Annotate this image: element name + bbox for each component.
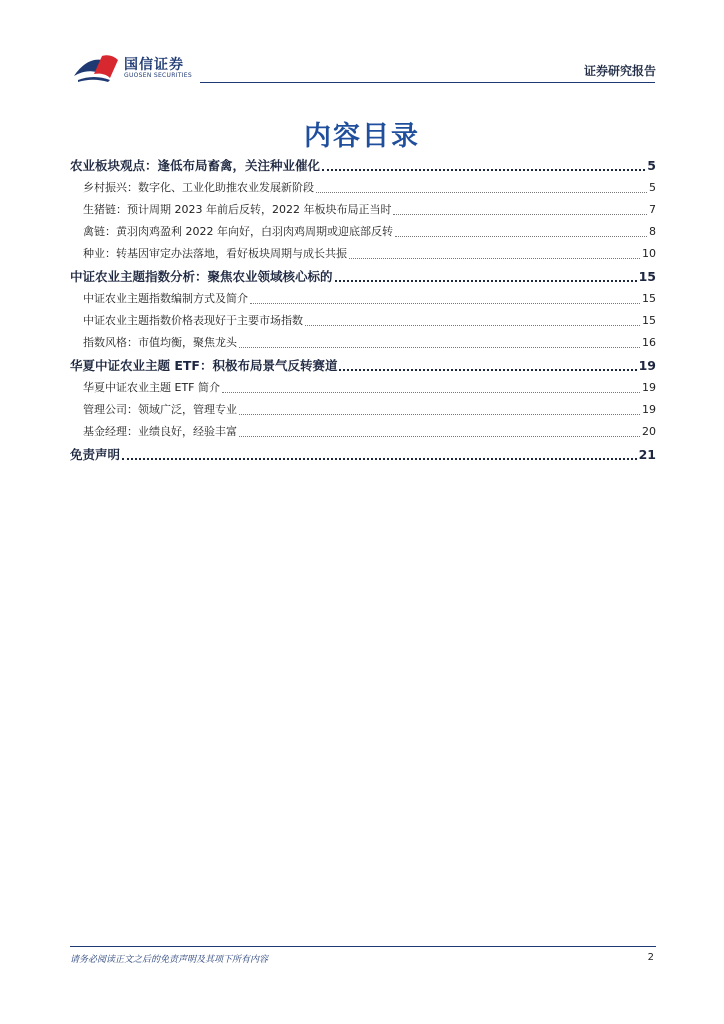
toc-entry-page: 19 — [642, 381, 656, 394]
toc-dot-leader — [239, 414, 640, 415]
toc-section-entry[interactable] — [70, 154, 656, 177]
toc-subsection-entry[interactable] — [70, 421, 656, 443]
logo-chinese-name: 国信证券 — [124, 57, 184, 73]
toc-dot-leader — [395, 236, 647, 237]
toc-entry-page: 5 — [649, 181, 656, 194]
report-type-label: 证券研究报告 — [583, 64, 656, 78]
toc-entry-label: 中证农业主题指数编制方式及简介 — [83, 292, 248, 305]
toc-entry-label: 农业板块观点：逢低布局畜禽，关注种业催化 — [70, 158, 321, 173]
toc-dot-leader — [239, 347, 640, 348]
toc-title: 内容目录 — [304, 121, 420, 152]
toc-entry-label: 中证农业主题指数价格表现好于主要市场指数 — [83, 314, 303, 327]
logo-english-name: GUOSEN SECURITIES — [124, 72, 193, 79]
toc-entry-page: 20 — [642, 425, 656, 438]
toc-dot-leader — [250, 303, 640, 304]
toc-section-entry[interactable] — [70, 443, 656, 466]
toc-entry-page: 15 — [642, 292, 656, 305]
table-of-contents — [70, 154, 656, 466]
toc-dot-leader — [222, 392, 640, 393]
toc-entry-label: 免责声明 — [70, 447, 121, 462]
toc-entry-page: 8 — [649, 225, 656, 238]
toc-entry-page: 19 — [638, 358, 656, 373]
toc-entry-page: 21 — [638, 447, 656, 462]
toc-subsection-entry[interactable] — [70, 288, 656, 310]
toc-entry-page: 5 — [647, 158, 656, 173]
toc-subsection-entry[interactable] — [70, 399, 656, 421]
toc-subsection-entry[interactable] — [70, 221, 656, 243]
disclaimer-note: 请务必阅读正文之后的免责声明及其项下所有内容 — [70, 955, 269, 965]
toc-entry-label: 基金经理：业绩良好，经验丰富 — [83, 425, 237, 438]
toc-dot-leader — [339, 369, 636, 371]
toc-entry-label: 指数风格：市值均衡，聚焦龙头 — [83, 336, 237, 349]
guosen-logo — [72, 50, 212, 84]
page-number: 2 — [647, 952, 654, 963]
toc-subsection-entry[interactable] — [70, 310, 656, 332]
toc-entry-label: 种业：转基因审定办法落地，看好板块周期与成长共振 — [83, 247, 347, 260]
toc-dot-leader — [239, 436, 640, 437]
toc-entry-label: 华夏中证农业主题 ETF 简介 — [83, 381, 220, 394]
header-divider — [200, 82, 655, 83]
toc-subsection-entry[interactable] — [70, 332, 656, 354]
footer-divider — [70, 946, 656, 947]
toc-subsection-entry[interactable] — [70, 377, 656, 399]
toc-entry-page: 16 — [642, 336, 656, 349]
toc-entry-label: 乡村振兴：数字化、工业化助推农业发展新阶段 — [83, 181, 314, 194]
toc-dot-leader — [316, 192, 647, 193]
toc-entry-page: 15 — [638, 269, 656, 284]
toc-dot-leader — [305, 325, 640, 326]
toc-dot-leader — [322, 169, 645, 171]
toc-section-entry[interactable] — [70, 265, 656, 288]
toc-entry-label: 管理公司：领域广泛，管理专业 — [83, 403, 237, 416]
toc-entry-label: 生猪链：预计周期 2023 年前后反转，2022 年板块布局正当时 — [83, 203, 392, 216]
toc-entry-label: 华夏中证农业主题 ETF：积极布局景气反转赛道 — [70, 358, 338, 373]
guosen-logo-icon — [72, 50, 122, 84]
toc-dot-leader — [349, 258, 640, 259]
toc-subsection-entry[interactable] — [70, 177, 656, 199]
toc-entry-page: 7 — [649, 203, 656, 216]
toc-dot-leader — [122, 458, 637, 460]
toc-entry-page: 15 — [642, 314, 656, 327]
toc-section-entry[interactable] — [70, 354, 656, 377]
toc-entry-label: 中证农业主题指数分析：聚焦农业领域核心标的 — [70, 269, 333, 284]
toc-entry-page: 19 — [642, 403, 656, 416]
toc-dot-leader — [393, 214, 647, 215]
toc-entry-page: 10 — [642, 247, 656, 260]
toc-entry-label: 禽链：黄羽肉鸡盈利 2022 年向好，白羽肉鸡周期或迎底部反转 — [83, 225, 393, 238]
toc-subsection-entry[interactable] — [70, 199, 656, 221]
toc-dot-leader — [335, 280, 637, 282]
page-header — [0, 0, 724, 90]
toc-subsection-entry[interactable] — [70, 243, 656, 265]
